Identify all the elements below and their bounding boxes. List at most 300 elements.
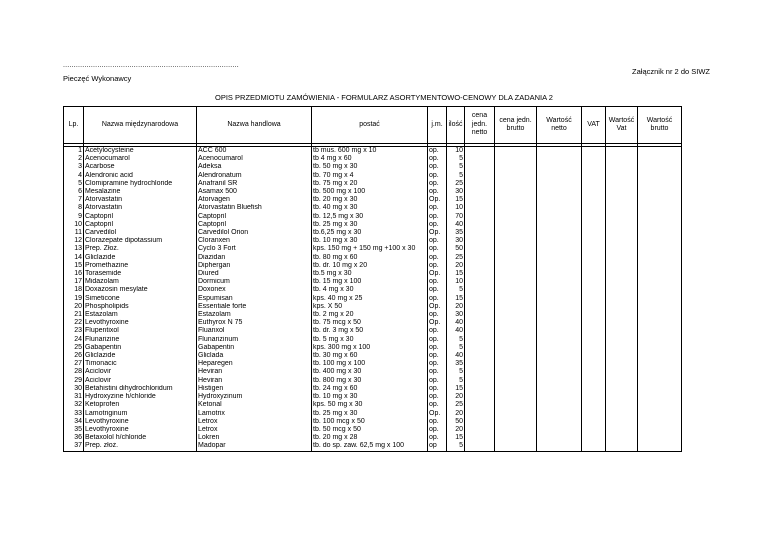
row-vat-value bbox=[606, 237, 638, 245]
table-row bbox=[64, 147, 682, 156]
row-net-value bbox=[537, 327, 582, 335]
row-vat-value bbox=[606, 410, 638, 418]
price-form-table bbox=[63, 106, 682, 452]
table-body bbox=[64, 144, 682, 452]
row-lp: 14 bbox=[64, 254, 84, 262]
row-net-unit-price bbox=[465, 344, 495, 352]
row-quantity: 15 bbox=[447, 295, 465, 303]
row-unit: op. bbox=[428, 254, 447, 262]
row-vat bbox=[582, 401, 606, 409]
row-lp: 3 bbox=[64, 163, 84, 171]
row-quantity: 5 bbox=[447, 336, 465, 344]
row-vat-value bbox=[606, 213, 638, 221]
row-vat bbox=[582, 278, 606, 286]
row-net-value bbox=[537, 442, 582, 451]
row-lp: 33 bbox=[64, 410, 84, 418]
row-quantity: 40 bbox=[447, 319, 465, 327]
row-international-name: Acarbose bbox=[84, 163, 197, 171]
row-international-name: Aciclovir bbox=[84, 368, 197, 376]
row-vat bbox=[582, 147, 606, 156]
table-row bbox=[64, 204, 682, 212]
row-vat bbox=[582, 213, 606, 221]
row-lp: 18 bbox=[64, 286, 84, 294]
row-net-value bbox=[537, 196, 582, 204]
table-row bbox=[64, 180, 682, 188]
row-form: tb. 15 mg x 100 bbox=[312, 278, 428, 286]
row-unit: op. bbox=[428, 278, 447, 286]
row-vat bbox=[582, 204, 606, 212]
row-international-name: Doxazosin mesylate bbox=[84, 286, 197, 294]
row-lp: 34 bbox=[64, 418, 84, 426]
row-quantity: 20 bbox=[447, 410, 465, 418]
row-lp: 30 bbox=[64, 385, 84, 393]
row-net-unit-price bbox=[465, 180, 495, 188]
row-lp: 1 bbox=[64, 147, 84, 156]
row-trade-name: Carvedilol Orion bbox=[197, 229, 312, 237]
row-vat bbox=[582, 172, 606, 180]
row-net-unit-price bbox=[465, 385, 495, 393]
row-vat-value bbox=[606, 172, 638, 180]
row-unit: op. bbox=[428, 393, 447, 401]
row-trade-name: Atorvastatin Bluefish bbox=[197, 204, 312, 212]
row-international-name: Estazolam bbox=[84, 311, 197, 319]
row-gross-value bbox=[638, 327, 682, 335]
row-lp: 11 bbox=[64, 229, 84, 237]
row-gross-value bbox=[638, 442, 682, 451]
row-gross-value bbox=[638, 426, 682, 434]
row-trade-name: Asamax 500 bbox=[197, 188, 312, 196]
row-unit: op. bbox=[428, 286, 447, 294]
row-net-value bbox=[537, 352, 582, 360]
row-gross-unit-price bbox=[495, 221, 537, 229]
row-international-name: Mesalazine bbox=[84, 188, 197, 196]
row-gross-unit-price bbox=[495, 434, 537, 442]
row-gross-unit-price bbox=[495, 172, 537, 180]
row-net-value bbox=[537, 278, 582, 286]
table-row bbox=[64, 295, 682, 303]
table-row bbox=[64, 213, 682, 221]
table-row bbox=[64, 393, 682, 401]
row-net-value bbox=[537, 311, 582, 319]
row-net-unit-price bbox=[465, 426, 495, 434]
row-gross-value bbox=[638, 147, 682, 156]
row-unit: op. bbox=[428, 180, 447, 188]
row-trade-name: Estazolam bbox=[197, 311, 312, 319]
row-vat bbox=[582, 393, 606, 401]
row-vat bbox=[582, 327, 606, 335]
row-quantity: 25 bbox=[447, 180, 465, 188]
table-row bbox=[64, 319, 682, 327]
row-lp: 15 bbox=[64, 262, 84, 270]
row-net-unit-price bbox=[465, 155, 495, 163]
row-trade-name: Flunarizinum bbox=[197, 336, 312, 344]
row-net-unit-price bbox=[465, 368, 495, 376]
row-net-value bbox=[537, 262, 582, 270]
row-trade-name: Lamotrix bbox=[197, 410, 312, 418]
row-vat bbox=[582, 442, 606, 451]
row-net-value bbox=[537, 163, 582, 171]
row-international-name: Alendronic acid bbox=[84, 172, 197, 180]
row-form: tb. 40 mg x 30 bbox=[312, 204, 428, 212]
row-vat bbox=[582, 155, 606, 163]
annex-label: Załącznik nr 2 do SIWZ bbox=[632, 67, 710, 76]
row-form: kps. X 50 bbox=[312, 303, 428, 311]
row-lp: 25 bbox=[64, 344, 84, 352]
row-trade-name: Heparegen bbox=[197, 360, 312, 368]
row-vat-value bbox=[606, 270, 638, 278]
row-form: tb.6,25 mg x 30 bbox=[312, 229, 428, 237]
row-vat bbox=[582, 303, 606, 311]
row-form: tb. 20 mg x 28 bbox=[312, 434, 428, 442]
row-gross-unit-price bbox=[495, 393, 537, 401]
row-gross-unit-price bbox=[495, 196, 537, 204]
row-form: kps. 40 mg x 25 bbox=[312, 295, 428, 303]
row-form: tb. 75 mcg x 50 bbox=[312, 319, 428, 327]
col-form: postać bbox=[312, 107, 428, 144]
row-quantity: 15 bbox=[447, 385, 465, 393]
row-gross-unit-price bbox=[495, 155, 537, 163]
row-net-value bbox=[537, 204, 582, 212]
row-form: kps. 50 mg x 30 bbox=[312, 401, 428, 409]
row-net-value bbox=[537, 229, 582, 237]
row-trade-name: Gliclada bbox=[197, 352, 312, 360]
row-gross-value bbox=[638, 278, 682, 286]
row-quantity: 25 bbox=[447, 401, 465, 409]
row-lp: 32 bbox=[64, 401, 84, 409]
row-vat-value bbox=[606, 418, 638, 426]
row-quantity: 35 bbox=[447, 229, 465, 237]
row-form: tb. 25 mg x 30 bbox=[312, 410, 428, 418]
row-vat bbox=[582, 426, 606, 434]
row-trade-name: Ketonal bbox=[197, 401, 312, 409]
row-quantity: 30 bbox=[447, 237, 465, 245]
row-trade-name: Alendronatum bbox=[197, 172, 312, 180]
table-row bbox=[64, 303, 682, 311]
row-vat-value bbox=[606, 163, 638, 171]
row-net-value bbox=[537, 401, 582, 409]
row-lp: 28 bbox=[64, 368, 84, 376]
row-gross-unit-price bbox=[495, 270, 537, 278]
row-form: tb. 50 mcg x 50 bbox=[312, 426, 428, 434]
row-unit: op. bbox=[428, 204, 447, 212]
row-trade-name: Diphergan bbox=[197, 262, 312, 270]
row-international-name: Clomipramine hydrochloride bbox=[84, 180, 197, 188]
row-trade-name: Cyclo 3 Fort bbox=[197, 245, 312, 253]
row-form: tb. do sp. zaw. 62,5 mg x 100 bbox=[312, 442, 428, 451]
row-unit: Op. bbox=[428, 303, 447, 311]
row-quantity: 40 bbox=[447, 221, 465, 229]
row-net-unit-price bbox=[465, 336, 495, 344]
row-gross-unit-price bbox=[495, 295, 537, 303]
row-net-value bbox=[537, 426, 582, 434]
table-row bbox=[64, 352, 682, 360]
row-vat bbox=[582, 385, 606, 393]
row-quantity: 15 bbox=[447, 270, 465, 278]
row-international-name: Hydroxyzine h/chloride bbox=[84, 393, 197, 401]
row-lp: 35 bbox=[64, 426, 84, 434]
row-gross-value bbox=[638, 401, 682, 409]
row-gross-value bbox=[638, 303, 682, 311]
row-net-value bbox=[537, 368, 582, 376]
row-quantity: 5 bbox=[447, 368, 465, 376]
row-quantity: 15 bbox=[447, 196, 465, 204]
row-quantity: 50 bbox=[447, 245, 465, 253]
table-row bbox=[64, 286, 682, 294]
row-vat bbox=[582, 377, 606, 385]
row-net-unit-price bbox=[465, 410, 495, 418]
row-vat-value bbox=[606, 229, 638, 237]
row-international-name: Captopril bbox=[84, 213, 197, 221]
row-unit: Op. bbox=[428, 196, 447, 204]
row-international-name: Captopril bbox=[84, 221, 197, 229]
col-lp: Lp. bbox=[64, 107, 84, 144]
row-lp: 37 bbox=[64, 442, 84, 451]
row-vat bbox=[582, 344, 606, 352]
row-form: tb. dr. 3 mg x 50 bbox=[312, 327, 428, 335]
row-gross-value bbox=[638, 270, 682, 278]
row-net-value bbox=[537, 434, 582, 442]
table-row bbox=[64, 262, 682, 270]
row-vat-value bbox=[606, 311, 638, 319]
row-gross-value bbox=[638, 262, 682, 270]
row-vat-value bbox=[606, 327, 638, 335]
col-unit: j.m. bbox=[428, 107, 447, 144]
row-quantity: 5 bbox=[447, 344, 465, 352]
row-vat-value bbox=[606, 204, 638, 212]
row-gross-unit-price bbox=[495, 278, 537, 286]
table-row bbox=[64, 311, 682, 319]
row-net-value bbox=[537, 286, 582, 294]
row-international-name: Betaxolol h/chloride bbox=[84, 434, 197, 442]
row-net-unit-price bbox=[465, 163, 495, 171]
row-vat-value bbox=[606, 196, 638, 204]
row-gross-value bbox=[638, 352, 682, 360]
row-vat-value bbox=[606, 188, 638, 196]
row-net-unit-price bbox=[465, 188, 495, 196]
row-gross-value bbox=[638, 377, 682, 385]
table-row bbox=[64, 254, 682, 262]
row-trade-name: Cloranxen bbox=[197, 237, 312, 245]
row-gross-value bbox=[638, 410, 682, 418]
row-vat-value bbox=[606, 180, 638, 188]
row-gross-unit-price bbox=[495, 327, 537, 335]
row-form: tb. 12,5 mg x 30 bbox=[312, 213, 428, 221]
row-international-name: Atorvastatin bbox=[84, 204, 197, 212]
row-vat bbox=[582, 180, 606, 188]
row-gross-value bbox=[638, 385, 682, 393]
row-trade-name: Dormicum bbox=[197, 278, 312, 286]
col-net-unit-price: cena jedn. netto bbox=[465, 107, 495, 144]
row-gross-value bbox=[638, 155, 682, 163]
row-net-value bbox=[537, 270, 582, 278]
row-lp: 24 bbox=[64, 336, 84, 344]
row-international-name: Timonacic bbox=[84, 360, 197, 368]
col-quantity: ilość bbox=[447, 107, 465, 144]
row-gross-unit-price bbox=[495, 360, 537, 368]
row-unit: op. bbox=[428, 311, 447, 319]
col-trade-name: Nazwa handlowa bbox=[197, 107, 312, 144]
row-gross-unit-price bbox=[495, 180, 537, 188]
col-vat: VAT bbox=[582, 107, 606, 144]
table-row bbox=[64, 434, 682, 442]
row-international-name: Atorvastatin bbox=[84, 196, 197, 204]
row-gross-unit-price bbox=[495, 426, 537, 434]
row-net-value bbox=[537, 360, 582, 368]
table-row bbox=[64, 188, 682, 196]
row-gross-value bbox=[638, 295, 682, 303]
col-gross-value: Wartość brutto bbox=[638, 107, 682, 144]
row-international-name: Promethazine bbox=[84, 262, 197, 270]
row-lp: 2 bbox=[64, 155, 84, 163]
row-quantity: 20 bbox=[447, 303, 465, 311]
row-unit: op. bbox=[428, 360, 447, 368]
row-unit: op. bbox=[428, 327, 447, 335]
row-gross-unit-price bbox=[495, 147, 537, 156]
row-unit: op. bbox=[428, 163, 447, 171]
row-net-value bbox=[537, 213, 582, 221]
row-quantity: 25 bbox=[447, 254, 465, 262]
row-vat-value bbox=[606, 360, 638, 368]
row-net-unit-price bbox=[465, 262, 495, 270]
row-vat-value bbox=[606, 336, 638, 344]
row-gross-value bbox=[638, 319, 682, 327]
row-lp: 6 bbox=[64, 188, 84, 196]
row-lp: 4 bbox=[64, 172, 84, 180]
row-lp: 20 bbox=[64, 303, 84, 311]
row-form: tb. 5 mg x 30 bbox=[312, 336, 428, 344]
row-trade-name: Hydroxyzinum bbox=[197, 393, 312, 401]
row-gross-value bbox=[638, 245, 682, 253]
row-gross-unit-price bbox=[495, 401, 537, 409]
row-vat-value bbox=[606, 377, 638, 385]
row-lp: 26 bbox=[64, 352, 84, 360]
table-row bbox=[64, 237, 682, 245]
row-international-name: Betahistini dihydrochloridum bbox=[84, 385, 197, 393]
row-vat bbox=[582, 221, 606, 229]
row-unit: op. bbox=[428, 213, 447, 221]
row-gross-unit-price bbox=[495, 418, 537, 426]
row-gross-value bbox=[638, 336, 682, 344]
row-gross-unit-price bbox=[495, 352, 537, 360]
row-international-name: Aciclovir bbox=[84, 377, 197, 385]
row-vat bbox=[582, 229, 606, 237]
row-net-value bbox=[537, 319, 582, 327]
row-gross-unit-price bbox=[495, 163, 537, 171]
row-lp: 31 bbox=[64, 393, 84, 401]
row-quantity: 5 bbox=[447, 163, 465, 171]
col-vat-value: Wartość Vat bbox=[606, 107, 638, 144]
row-quantity: 35 bbox=[447, 360, 465, 368]
row-form: tb. 70 mg x 4 bbox=[312, 172, 428, 180]
row-gross-value bbox=[638, 286, 682, 294]
row-quantity: 40 bbox=[447, 352, 465, 360]
row-trade-name: Histigen bbox=[197, 385, 312, 393]
row-trade-name: Euthyrox N 75 bbox=[197, 319, 312, 327]
row-vat bbox=[582, 262, 606, 270]
row-net-unit-price bbox=[465, 270, 495, 278]
row-net-value bbox=[537, 377, 582, 385]
table-row bbox=[64, 245, 682, 253]
table-row bbox=[64, 155, 682, 163]
row-trade-name: Anafranil SR bbox=[197, 180, 312, 188]
row-gross-value bbox=[638, 344, 682, 352]
row-gross-value bbox=[638, 213, 682, 221]
row-international-name: Torasemide bbox=[84, 270, 197, 278]
row-lp: 10 bbox=[64, 221, 84, 229]
row-net-unit-price bbox=[465, 229, 495, 237]
row-vat-value bbox=[606, 254, 638, 262]
row-gross-unit-price bbox=[495, 229, 537, 237]
row-gross-unit-price bbox=[495, 368, 537, 376]
row-gross-value bbox=[638, 180, 682, 188]
row-international-name: Phospholipids bbox=[84, 303, 197, 311]
row-net-unit-price bbox=[465, 147, 495, 156]
row-quantity: 10 bbox=[447, 204, 465, 212]
row-vat bbox=[582, 196, 606, 204]
row-unit: op. bbox=[428, 368, 447, 376]
row-net-value bbox=[537, 237, 582, 245]
row-net-value bbox=[537, 172, 582, 180]
row-trade-name: Essentiale forte bbox=[197, 303, 312, 311]
row-net-unit-price bbox=[465, 237, 495, 245]
row-quantity: 40 bbox=[447, 327, 465, 335]
row-trade-name: Doxonex bbox=[197, 286, 312, 294]
row-unit: op. bbox=[428, 295, 447, 303]
row-net-value bbox=[537, 385, 582, 393]
row-gross-unit-price bbox=[495, 262, 537, 270]
row-unit: op. bbox=[428, 221, 447, 229]
row-quantity: 10 bbox=[447, 147, 465, 156]
row-lp: 16 bbox=[64, 270, 84, 278]
row-quantity: 20 bbox=[447, 426, 465, 434]
row-net-unit-price bbox=[465, 278, 495, 286]
row-gross-value bbox=[638, 163, 682, 171]
row-quantity: 5 bbox=[447, 172, 465, 180]
row-trade-name: Diured bbox=[197, 270, 312, 278]
row-international-name: Levothyroxine bbox=[84, 426, 197, 434]
col-gross-unit-price: cena jedn. brutto bbox=[495, 107, 537, 144]
row-net-unit-price bbox=[465, 172, 495, 180]
signature-dots: .................................................................................. bbox=[63, 62, 239, 69]
row-unit: op. bbox=[428, 245, 447, 253]
row-vat bbox=[582, 336, 606, 344]
row-net-unit-price bbox=[465, 377, 495, 385]
row-quantity: 15 bbox=[447, 434, 465, 442]
row-unit: Op. bbox=[428, 229, 447, 237]
row-form: tb. 500 mg x 100 bbox=[312, 188, 428, 196]
row-vat bbox=[582, 319, 606, 327]
row-trade-name: ACC 600 bbox=[197, 147, 312, 156]
row-net-unit-price bbox=[465, 254, 495, 262]
row-trade-name: Diazidan bbox=[197, 254, 312, 262]
row-quantity: 50 bbox=[447, 418, 465, 426]
row-form: tb. 20 mg x 30 bbox=[312, 196, 428, 204]
row-international-name: Prep. Złoż. bbox=[84, 245, 197, 253]
row-gross-unit-price bbox=[495, 410, 537, 418]
table-row bbox=[64, 229, 682, 237]
row-vat bbox=[582, 360, 606, 368]
row-vat bbox=[582, 188, 606, 196]
row-trade-name: Letrox bbox=[197, 418, 312, 426]
row-net-value bbox=[537, 344, 582, 352]
row-international-name: Lamotriginum bbox=[84, 410, 197, 418]
row-form: tb. 80 mg x 60 bbox=[312, 254, 428, 262]
table-row bbox=[64, 221, 682, 229]
row-unit: op. bbox=[428, 155, 447, 163]
row-trade-name: Adeksa bbox=[197, 163, 312, 171]
row-vat-value bbox=[606, 393, 638, 401]
table-row bbox=[64, 410, 682, 418]
